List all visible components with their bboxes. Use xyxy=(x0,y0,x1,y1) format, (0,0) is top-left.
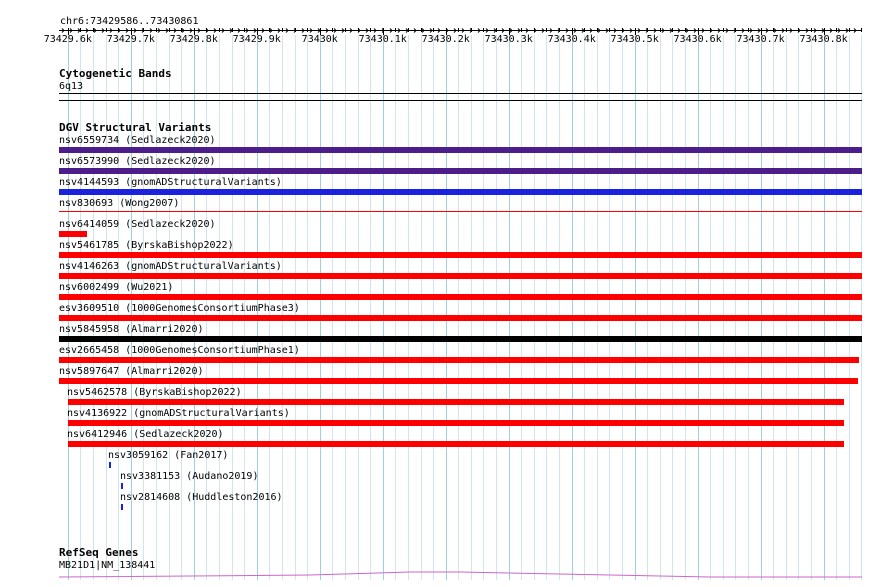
cytoband-label[interactable]: 6q13 xyxy=(59,81,84,92)
dgv-feature-label[interactable]: esv3609510 (1000GenomesConsortiumPhase3) xyxy=(59,303,300,314)
dgv-feature-label[interactable]: nsv4136922 (gnomADStructuralVariants) xyxy=(67,408,290,419)
dgv-track-title[interactable]: DGV Structural Variants xyxy=(59,121,212,134)
ruler-tick-label: 73429.6k xyxy=(43,34,92,45)
dgv-feature-bar[interactable] xyxy=(59,273,862,279)
dgv-feature-label[interactable]: nsv6559734 (Sedlazeck2020) xyxy=(59,135,216,146)
dgv-feature-label[interactable]: nsv5461785 (ByrskaBishop2022) xyxy=(59,240,234,251)
dgv-feature-bar[interactable] xyxy=(109,462,111,468)
ruler-tick-label: 73430k xyxy=(301,34,338,45)
track-divider xyxy=(59,93,862,94)
ruler-tick-label: 73430.3k xyxy=(484,34,533,45)
dgv-feature-label[interactable]: esv2665458 (1000GenomesConsortiumPhase1) xyxy=(59,345,300,356)
dgv-feature-bar[interactable] xyxy=(59,357,859,363)
dgv-feature-bar[interactable] xyxy=(59,211,862,212)
refseq-gene-label[interactable]: MB21D1|NM_138441 xyxy=(59,560,156,571)
track-divider xyxy=(59,100,862,101)
dgv-feature-label[interactable]: nsv830693 (Wong2007) xyxy=(59,198,180,209)
dgv-feature-bar[interactable] xyxy=(59,336,862,342)
dgv-feature-label[interactable]: nsv5845958 (Almarri2020) xyxy=(59,324,204,335)
dgv-feature-bar[interactable] xyxy=(121,483,123,489)
dgv-feature-label[interactable]: nsv5462578 (ByrskaBishop2022) xyxy=(67,387,242,398)
ruler-tick-label: 73430.1k xyxy=(358,34,407,45)
dgv-feature-label[interactable]: nsv4144593 (gnomADStructuralVariants) xyxy=(59,177,282,188)
dgv-feature-bar[interactable] xyxy=(59,168,862,174)
dgv-feature-bar[interactable] xyxy=(68,441,844,447)
dgv-feature-label[interactable]: nsv6412946 (Sedlazeck2020) xyxy=(67,429,224,440)
ruler-tick-label: 73429.8k xyxy=(169,34,218,45)
cytoband-track-title[interactable]: Cytogenetic Bands xyxy=(59,67,172,80)
ruler-tick-label: 73429.9k xyxy=(232,34,281,45)
ruler-tick-label: 73430.5k xyxy=(610,34,659,45)
ruler-tick-label: 73430.4k xyxy=(547,34,596,45)
dgv-feature-label[interactable]: nsv5897647 (Almarri2020) xyxy=(59,366,204,377)
dgv-feature-label[interactable]: nsv3381153 (Audano2019) xyxy=(120,471,259,482)
dgv-feature-label[interactable]: nsv4146263 (gnomADStructuralVariants) xyxy=(59,261,282,272)
dgv-feature-label[interactable]: nsv2814608 (Huddleston2016) xyxy=(120,492,283,503)
dgv-feature-label[interactable]: nsv3059162 (Fan2017) xyxy=(108,450,229,461)
dgv-feature-label[interactable]: nsv6002499 (Wu2021) xyxy=(59,282,174,293)
ruler-tick-label: 73430.8k xyxy=(799,34,848,45)
ruler-tick-label: 73430.2k xyxy=(421,34,470,45)
ruler-tick-label: 73429.7k xyxy=(106,34,155,45)
dgv-feature-bar[interactable] xyxy=(59,252,862,258)
dgv-feature-bar[interactable] xyxy=(59,378,858,384)
dgv-feature-bar[interactable] xyxy=(59,294,862,300)
refseq-track-title[interactable]: RefSeq Genes xyxy=(59,546,139,559)
ruler-tick-label: 73430.7k xyxy=(736,34,785,45)
dgv-feature-bar[interactable] xyxy=(68,399,844,405)
ruler-tick-label: 73430.6k xyxy=(673,34,722,45)
dgv-feature-bar[interactable] xyxy=(59,315,862,321)
location-label: chr6:73429586..73430861 xyxy=(60,16,199,27)
dgv-feature-label[interactable]: nsv6573990 (Sedlazeck2020) xyxy=(59,156,216,167)
dgv-feature-bar[interactable] xyxy=(68,420,844,426)
dgv-feature-label[interactable]: nsv6414059 (Sedlazeck2020) xyxy=(59,219,216,230)
dgv-feature-bar[interactable] xyxy=(59,189,862,195)
dgv-feature-bar[interactable] xyxy=(121,504,123,510)
dgv-feature-bar[interactable] xyxy=(59,231,87,237)
dgv-feature-bar[interactable] xyxy=(59,147,862,153)
